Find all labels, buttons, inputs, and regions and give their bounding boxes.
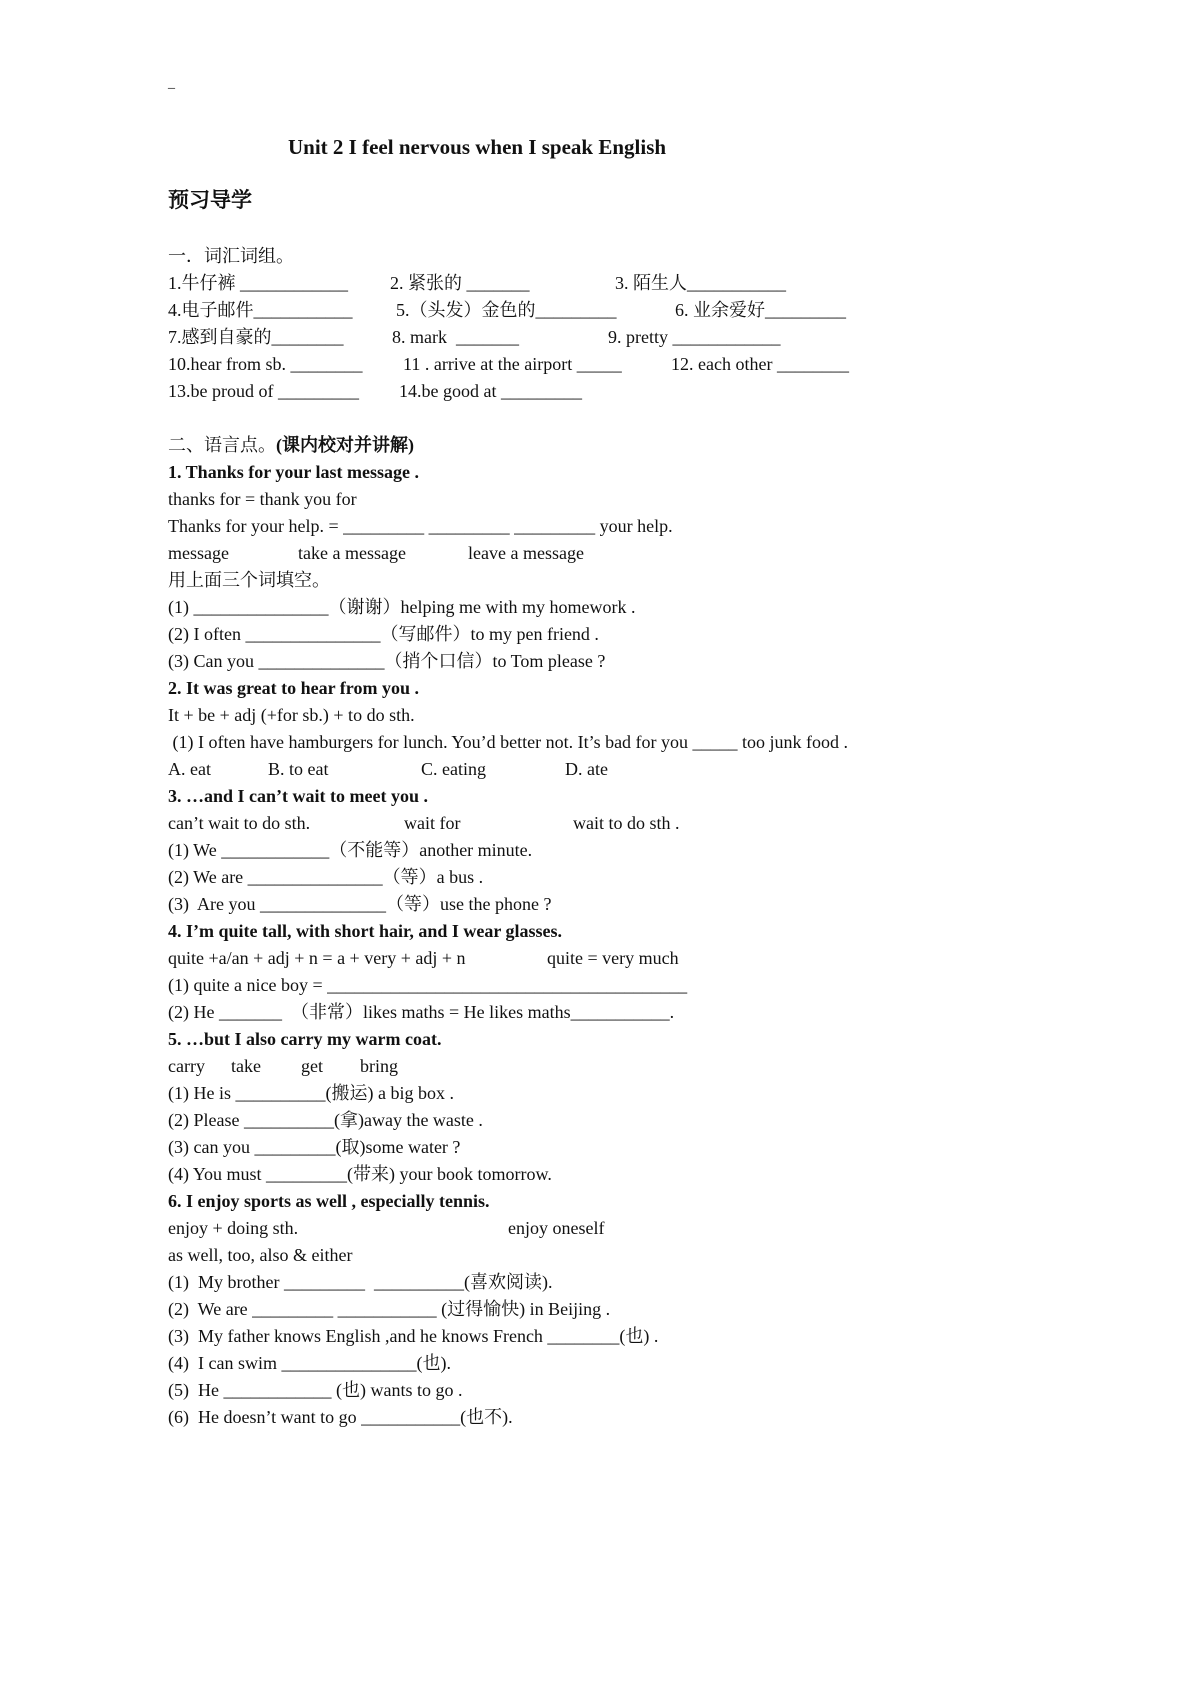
- explanation-line: thanks for = thank you for: [168, 489, 357, 509]
- exercise-line: (3) Can you ______________（捎个口信）to Tom please ?: [168, 651, 606, 671]
- rule-text: quite = very much: [547, 948, 679, 968]
- exercise-line: (2) I often _______________（写邮件）to my pen friend .: [168, 624, 599, 644]
- word-option: take a message: [298, 543, 406, 563]
- exercise-line: (2) Please __________(拿)away the waste .: [168, 1110, 483, 1130]
- section2-heading-note: (课内校对并讲解): [276, 435, 414, 455]
- word-option: message: [168, 543, 229, 563]
- verb-option: get: [301, 1056, 323, 1076]
- word-option: leave a message: [468, 543, 584, 563]
- exercise-line: (1) I often have hamburgers for lunch. You’d better not. It’s bad for you _____ too junk food .: [168, 732, 849, 752]
- preview-heading: 预习导学: [168, 188, 252, 212]
- option-c: C. eating: [421, 759, 486, 779]
- vocab-row: [168, 270, 1068, 297]
- exercise-line: (6) He doesn’t want to go ___________(也不).: [168, 1407, 513, 1427]
- exercise-line: (4) You must _________(带来) your book tomorrow.: [168, 1164, 552, 1184]
- exercise-line: (4) I can swim _______________(也).: [168, 1353, 451, 1373]
- option-a: A. eat: [168, 759, 211, 779]
- phrase-option: enjoy + doing sth.: [168, 1218, 299, 1238]
- vocab-item: 13.be proud of _________: [168, 381, 359, 401]
- vocab-item: 2. 紧张的 _______: [390, 273, 530, 293]
- verb-option: take: [231, 1056, 261, 1076]
- exercise-line: (3) can you _________(取)some water ?: [168, 1137, 461, 1157]
- option-d: D. ate: [565, 759, 608, 779]
- verb-option: carry: [168, 1056, 205, 1076]
- exercise-line: (3) Are you ______________（等）use the phone ?: [168, 894, 552, 914]
- vocab-row: [168, 351, 1068, 378]
- vocab-item: 4.电子邮件___________: [168, 300, 353, 320]
- word-options: [168, 540, 1068, 567]
- phrase-option: wait for: [404, 813, 461, 833]
- exercise-line: (1) _______________（谢谢）helping me with my homework .: [168, 597, 636, 617]
- section2-heading: [168, 432, 1068, 459]
- exercise-line: Thanks for your help. = _________ _________ _________ your help.: [168, 516, 673, 536]
- exercise-line: (2) He _______ （非常）likes maths = He likes maths___________.: [168, 1002, 675, 1022]
- explanation-line: as well, too, also & either: [168, 1245, 353, 1265]
- exercise-line: (2) We are _________ ___________ (过得愉快) in Beijing .: [168, 1299, 611, 1319]
- point-title: 2. It was great to hear from you .: [168, 678, 419, 698]
- exercise-line: (1) We ____________（不能等）another minute.: [168, 840, 533, 860]
- unit-title: Unit 2 I feel nervous when I speak English: [288, 135, 667, 159]
- vocab-item: 7.感到自豪的________: [168, 327, 344, 347]
- exercise-line: (1) quite a nice boy = ________________________________________: [168, 975, 688, 995]
- exercise-line: (1) My brother _________ __________(喜欢阅读).: [168, 1272, 553, 1292]
- vocab-item: 3. 陌生人___________: [615, 273, 786, 293]
- vocab-item: 10.hear from sb. ________: [168, 354, 363, 374]
- phrase-option: enjoy oneself: [508, 1218, 605, 1238]
- section2-heading-text: 二、语言点。: [168, 435, 276, 455]
- vocab-item: 9. pretty ____________: [608, 327, 781, 347]
- phrase-option: can’t wait to do sth.: [168, 813, 311, 833]
- exercise-line: (1) He is __________(搬运) a big box .: [168, 1083, 454, 1103]
- section1-heading: 一．词汇词组。: [168, 246, 294, 266]
- point-title: 4. I’m quite tall, with short hair, and I wear glasses.: [168, 921, 563, 941]
- header-mark: _: [168, 76, 175, 91]
- verb-option: bring: [360, 1056, 398, 1076]
- vocab-item: 14.be good at _________: [399, 381, 582, 401]
- answer-options: [168, 756, 1068, 783]
- phrase-options: [168, 810, 1068, 837]
- exercise-line: (2) We are _______________（等）a bus .: [168, 867, 484, 887]
- vocab-item: 12. each other ________: [671, 354, 849, 374]
- rule-text: quite +a/an + adj + n = a + very + adj + n: [168, 948, 466, 968]
- spacer: [168, 405, 1068, 432]
- point-title: 1. Thanks for your last message .: [168, 462, 420, 482]
- point-title: 3. …and I can’t wait to meet you .: [168, 786, 428, 806]
- vocab-row: [168, 324, 1068, 351]
- instruction-line: 用上面三个词填空。: [168, 570, 330, 590]
- worksheet-content: [168, 243, 1068, 1431]
- explanation-line: It + be + adj (+for sb.) + to do sth.: [168, 705, 415, 725]
- verb-options: [168, 1053, 1068, 1080]
- vocab-item: 6. 业余爱好_________: [675, 300, 846, 320]
- vocab-item: 11 . arrive at the airport _____: [403, 354, 622, 374]
- vocab-item: 1.牛仔裤 ____________: [168, 273, 348, 293]
- phrase-option: wait to do sth .: [573, 813, 680, 833]
- rule-line: [168, 945, 1068, 972]
- exercise-line: (3) My father knows English ,and he knows French ________(也) .: [168, 1326, 659, 1346]
- option-b: B. to eat: [268, 759, 329, 779]
- point-title: 6. I enjoy sports as well , especially tennis.: [168, 1191, 490, 1211]
- vocab-row: [168, 297, 1068, 324]
- vocab-item: 5.（头发）金色的_________: [396, 300, 617, 320]
- exercise-line: (5) He ____________ (也) wants to go .: [168, 1380, 463, 1400]
- vocab-item: 8. mark _______: [392, 327, 519, 347]
- phrase-options: [168, 1215, 1068, 1242]
- point-title: 5. …but I also carry my warm coat.: [168, 1029, 442, 1049]
- vocab-row: [168, 378, 1068, 405]
